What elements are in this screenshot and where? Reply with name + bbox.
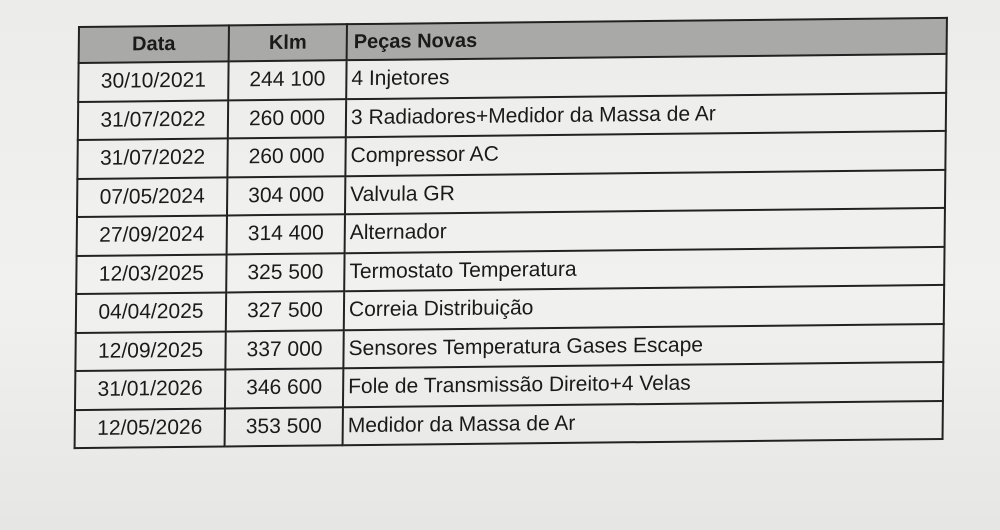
cell-date: 07/05/2024 — [77, 177, 227, 217]
cell-km: 260 000 — [227, 137, 345, 177]
cell-date: 12/05/2026 — [75, 408, 225, 448]
maintenance-table — [74, 17, 948, 449]
header-klm: Klm — [229, 24, 347, 61]
cell-km: 325 500 — [226, 253, 344, 293]
cell-parts: 4 Injetores — [346, 54, 946, 99]
cell-km: 327 500 — [226, 291, 344, 331]
cell-date: 31/07/2022 — [77, 138, 227, 178]
cell-date: 12/09/2025 — [75, 331, 225, 371]
cell-km: 260 000 — [228, 99, 346, 139]
header-pecas-novas: Peças Novas — [347, 18, 947, 60]
cell-parts: Sensores Temperatura Gases Escape — [343, 323, 943, 368]
cell-parts: Termostato Temperatura — [344, 246, 944, 291]
cell-parts: 3 Radiadores+Medidor da Massa de Ar — [346, 92, 946, 137]
cell-parts: Alternador — [345, 208, 945, 253]
maintenance-table-wrap — [74, 17, 948, 449]
cell-km: 353 500 — [225, 407, 343, 447]
cell-date: 31/01/2026 — [75, 369, 225, 409]
cell-date: 30/10/2021 — [78, 61, 228, 101]
table-row — [75, 400, 943, 448]
cell-km: 244 100 — [228, 60, 346, 100]
cell-km: 314 400 — [227, 214, 345, 254]
cell-parts: Valvula GR — [345, 169, 945, 214]
cell-parts: Compressor AC — [345, 131, 945, 176]
cell-km: 304 000 — [227, 176, 345, 216]
cell-date: 31/07/2022 — [78, 100, 228, 140]
cell-date: 04/04/2025 — [76, 292, 226, 332]
header-data: Data — [79, 25, 229, 63]
cell-date: 12/03/2025 — [76, 254, 226, 294]
cell-km: 346 600 — [225, 368, 343, 408]
cell-parts: Fole de Transmissão Direito+4 Velas — [343, 362, 943, 407]
cell-parts: Correia Distribuição — [344, 285, 944, 330]
cell-parts: Medidor da Massa de Ar — [343, 400, 943, 445]
table-body — [75, 54, 947, 448]
cell-date: 27/09/2024 — [77, 215, 227, 255]
cell-km: 337 000 — [225, 330, 343, 370]
